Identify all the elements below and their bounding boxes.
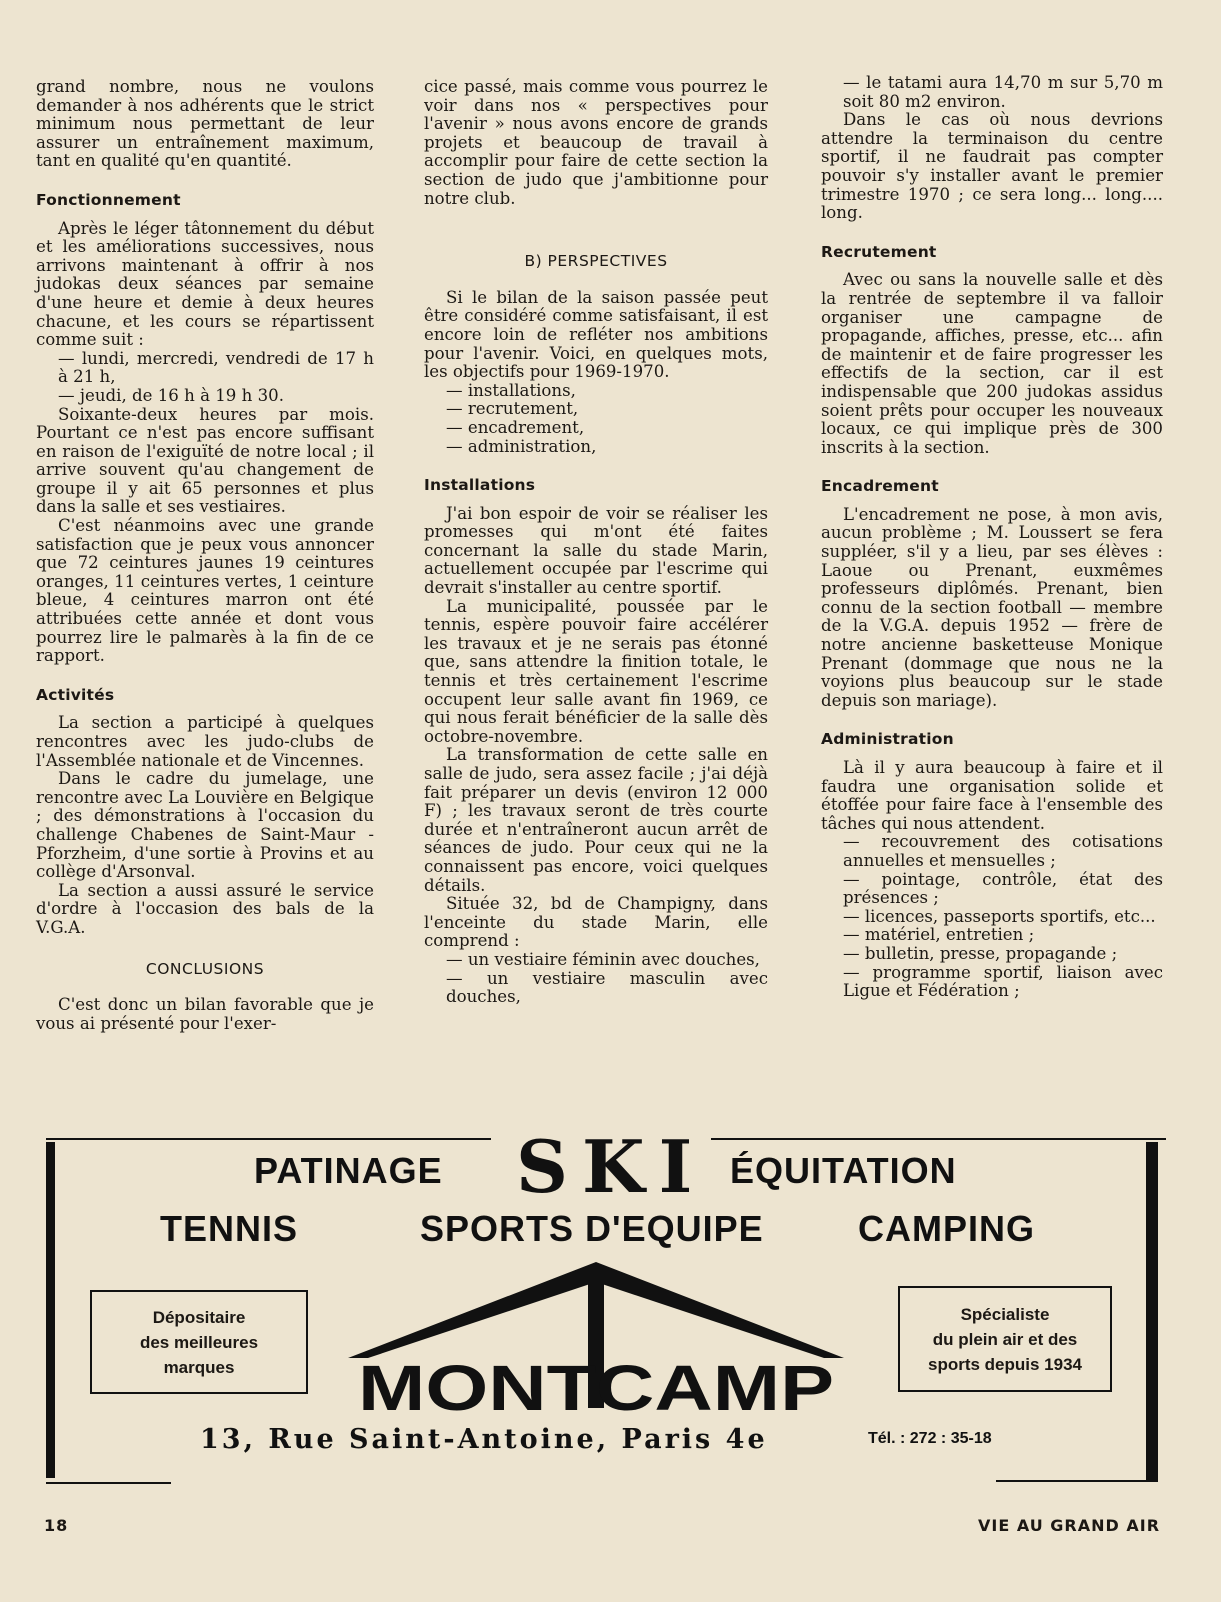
paragraph: L'encadrement ne pose, à mon avis, aucun problème ; M. Loussert se fera suppléer, s'il y a lieu, par ses élèves : Laoue ou Prenant, euxmêmes professeurs diplômés. Prenant, bien connu de la section football — membre de la V.G.A. depuis 1952 — frère de notre ancienne basketteuse Monique Prenant (dommage que nous ne la voyions plus beaucoup sur le stade depuis son mariage). <box>821 504 1163 710</box>
ad-right-bar <box>1146 1142 1158 1482</box>
montcamp-advertisement <box>46 1124 1166 1498</box>
paragraph: C'est donc un bilan favorable que je vous ai présenté pour l'exer- <box>36 995 374 1033</box>
list-item: — bulletin, presse, propagande ; <box>843 943 1118 963</box>
list-item: — installations, <box>446 380 576 400</box>
ad-box-line: du plein air et des <box>932 1329 1078 1349</box>
list-item: — recouvrement des cotisations annuelles et mensuelles ; <box>843 832 1163 870</box>
list-item: — lundi, mercredi, vendredi de 17 h à 21 h, <box>58 348 374 387</box>
section-heading-administration: Administration <box>821 730 954 749</box>
section-heading-perspectives: B) PERSPECTIVES <box>524 252 668 271</box>
list-item: — licences, passeports sportifs, etc... <box>843 906 1156 926</box>
paragraph: grand nombre, nous ne voulons demander à nos adhérents que le strict minimum nous permettant de leur assurer un entraînement maximum, tant en qualité qu'en quantité. <box>36 77 374 171</box>
section-heading-fonctionnement: Fonctionnement <box>36 190 181 209</box>
paragraph: Là il y aura beaucoup à faire et il faudra une organisation solide et étoffée pour faire face à l'ensemble des tâches qui nous attendent. <box>821 758 1163 833</box>
paragraph: C'est néanmoins avec une grande satisfaction que je peux vous annoncer que 72 ceintures jaunes 19 ceintures oranges, 11 ceintures vertes, 1 ceinture bleue, 4 ceintures marron ont été attribuées cette année et dont vous pourrez lire le palmarès à la fin de ce rapport. <box>36 516 374 666</box>
publication-name: VIE AU GRAND AIR <box>978 1516 1161 1535</box>
ad-box-line: marques <box>163 1357 235 1377</box>
ad-box-line: Dépositaire <box>152 1307 246 1327</box>
paragraph: La section a aussi assuré le service d'ordre à l'occasion des bals de la V.G.A. <box>36 880 374 937</box>
list-item: — recrutement, <box>446 399 579 419</box>
paragraph: Soixante-deux heures par mois. Pourtant ce n'est pas encore suffisant en raison de l'exiguïté de notre local ; il arrive souvent qu'au changement de groupe il y ait 65 personnes et plus dans la salle et ses vestiaires. <box>36 404 374 517</box>
paragraph: Avec ou sans la nouvelle salle et dès la rentrée de septembre il va falloir organiser une campagne de propagande, affiches, presse, etc... afin de maintenir et de faire progresser les effectifs de la section, car il est indispensable que 200 judokas assidus soient prêts pour occuper les nouveaux locaux, ce qui implique près de 300 inscrits à la section. <box>821 270 1163 457</box>
ad-bottom-rule-left <box>46 1482 171 1484</box>
paragraph: La section a participé à quelques rencontres avec les judo-clubs de l'Assemblée nationale et de Vincennes. <box>36 713 374 770</box>
list-item: — programme sportif, liaison avec Ligue et Fédération ; <box>843 962 1163 1001</box>
ad-phone: Tél. : 272 : 35-18 <box>868 1430 992 1447</box>
section-heading-installations: Installations <box>424 476 536 495</box>
paragraph: Dans le cadre du jumelage, une rencontre avec La Louvière en Belgique ; des démonstrations à l'occasion du challenge Chabenes de Saint-Maur - Pforzheim, d'une sortie à Provins et au collège d'Arsonval. <box>36 769 374 882</box>
ad-camping: CAMPING <box>858 1208 1035 1249</box>
ad-box-line: Spécialiste <box>960 1304 1050 1324</box>
paragraph: Située 32, bd de Champigny, dans l'enceinte du stade Marin, elle comprend : <box>424 894 768 951</box>
ad-box-line: des meilleures <box>139 1332 259 1352</box>
paragraph: La transformation de cette salle en salle de judo, sera assez facile ; j'ai déjà fait préparer un devis (environ 12 000 F) ; les travaux seront de très courte durée et n'entraîneront aucun arrêt de séances de judo. Pour ceux qui ne la connaissent pas encore, voici quelques détails. <box>424 745 768 895</box>
paragraph: La municipalité, poussée par le tennis, espère pouvoir faire accélérer les travaux et je ne serais pas étonné que, sans attendre la finition totale, le tennis et très certainement l'escrime occupent leur salle avant fin 1969, ce qui nous ferait bénéficier de la salle dès octobre-novembre. <box>424 596 768 746</box>
ad-top-rule-left <box>46 1138 491 1140</box>
ad-box-line: sports depuis 1934 <box>927 1354 1082 1374</box>
list-item: — pointage, contrôle, état des présences ; <box>843 869 1163 908</box>
ad-ski: SKI <box>516 1124 707 1209</box>
list-item: — matériel, entretien ; <box>843 925 1035 945</box>
ad-top-rule-right <box>711 1138 1166 1140</box>
ad-equitation: ÉQUITATION <box>730 1150 957 1191</box>
ad-address: 13, Rue Saint-Antoine, Paris 4e <box>200 1424 768 1455</box>
section-heading-recrutement: Recrutement <box>821 242 937 261</box>
list-item: — un vestiaire féminin avec douches, <box>446 949 760 969</box>
ad-tennis: TENNIS <box>160 1208 299 1249</box>
section-heading-activites: Activités <box>36 685 115 704</box>
ad-left-bar <box>46 1142 55 1478</box>
paragraph: J'ai bon espoir de voir se réaliser les promesses qui m'ont été faites concernant la salle du stade Marin, actuellement occupée par l'escrime qui devrait s'installer au centre sportif. <box>424 503 768 598</box>
article-column-3 <box>821 74 1163 1001</box>
ad-bottom-rule-right <box>996 1480 1158 1482</box>
article-column-2 <box>424 78 768 1007</box>
logo-text: MONTCAMP <box>358 1352 834 1424</box>
section-heading-encadrement: Encadrement <box>821 477 939 496</box>
paragraph: Si le bilan de la saison passée peut être considéré comme satisfaisant, il est encore loin de refléter nos ambitions pour l'avenir. Voici, en quelques mots, les objectifs pour 1969-1970. <box>424 287 768 382</box>
ad-box-specialiste <box>898 1286 1112 1392</box>
list-item: — le tatami aura 14,70 m sur 5,70 m soit 80 m2 environ. <box>843 73 1163 111</box>
ad-patinage: PATINAGE <box>254 1150 443 1191</box>
article-column-1 <box>36 78 374 1033</box>
montcamp-tent-logo <box>346 1260 846 1430</box>
ad-sports-equipe: SPORTS D'EQUIPE <box>420 1208 764 1249</box>
list-item: — encadrement, <box>446 417 585 437</box>
paragraph: Après le léger tâtonnement du début et les améliorations successives, nous arrivons maintenant à offrir à nos judokas deux séances par semaine d'une heure et demie à deux heures chacune, et les cours se répartissent comme suit : <box>36 218 374 350</box>
section-heading-conclusions: CONCLUSIONS <box>145 959 265 978</box>
list-item: — un vestiaire masculin avec douches, <box>446 968 768 1007</box>
page-number: 18 <box>44 1516 69 1535</box>
paragraph: cice passé, mais comme vous pourrez le voir dans nos « perspectives pour l'avenir » nous avons encore de grands projets et beaucoup de travail à accomplir pour faire de cette section la section de judo que j'ambitionne pour notre club. <box>424 77 768 208</box>
list-item: — jeudi, de 16 h à 19 h 30. <box>58 385 284 405</box>
list-item: — administration, <box>446 436 597 456</box>
ad-box-depositaire <box>90 1290 308 1394</box>
paragraph: Dans le cas où nous devrions attendre la terminaison du centre sportif, il ne faudrait pas compter pouvoir s'y installer avant le premier trimestre 1970 ; ce sera long... long.... long. <box>821 110 1163 223</box>
